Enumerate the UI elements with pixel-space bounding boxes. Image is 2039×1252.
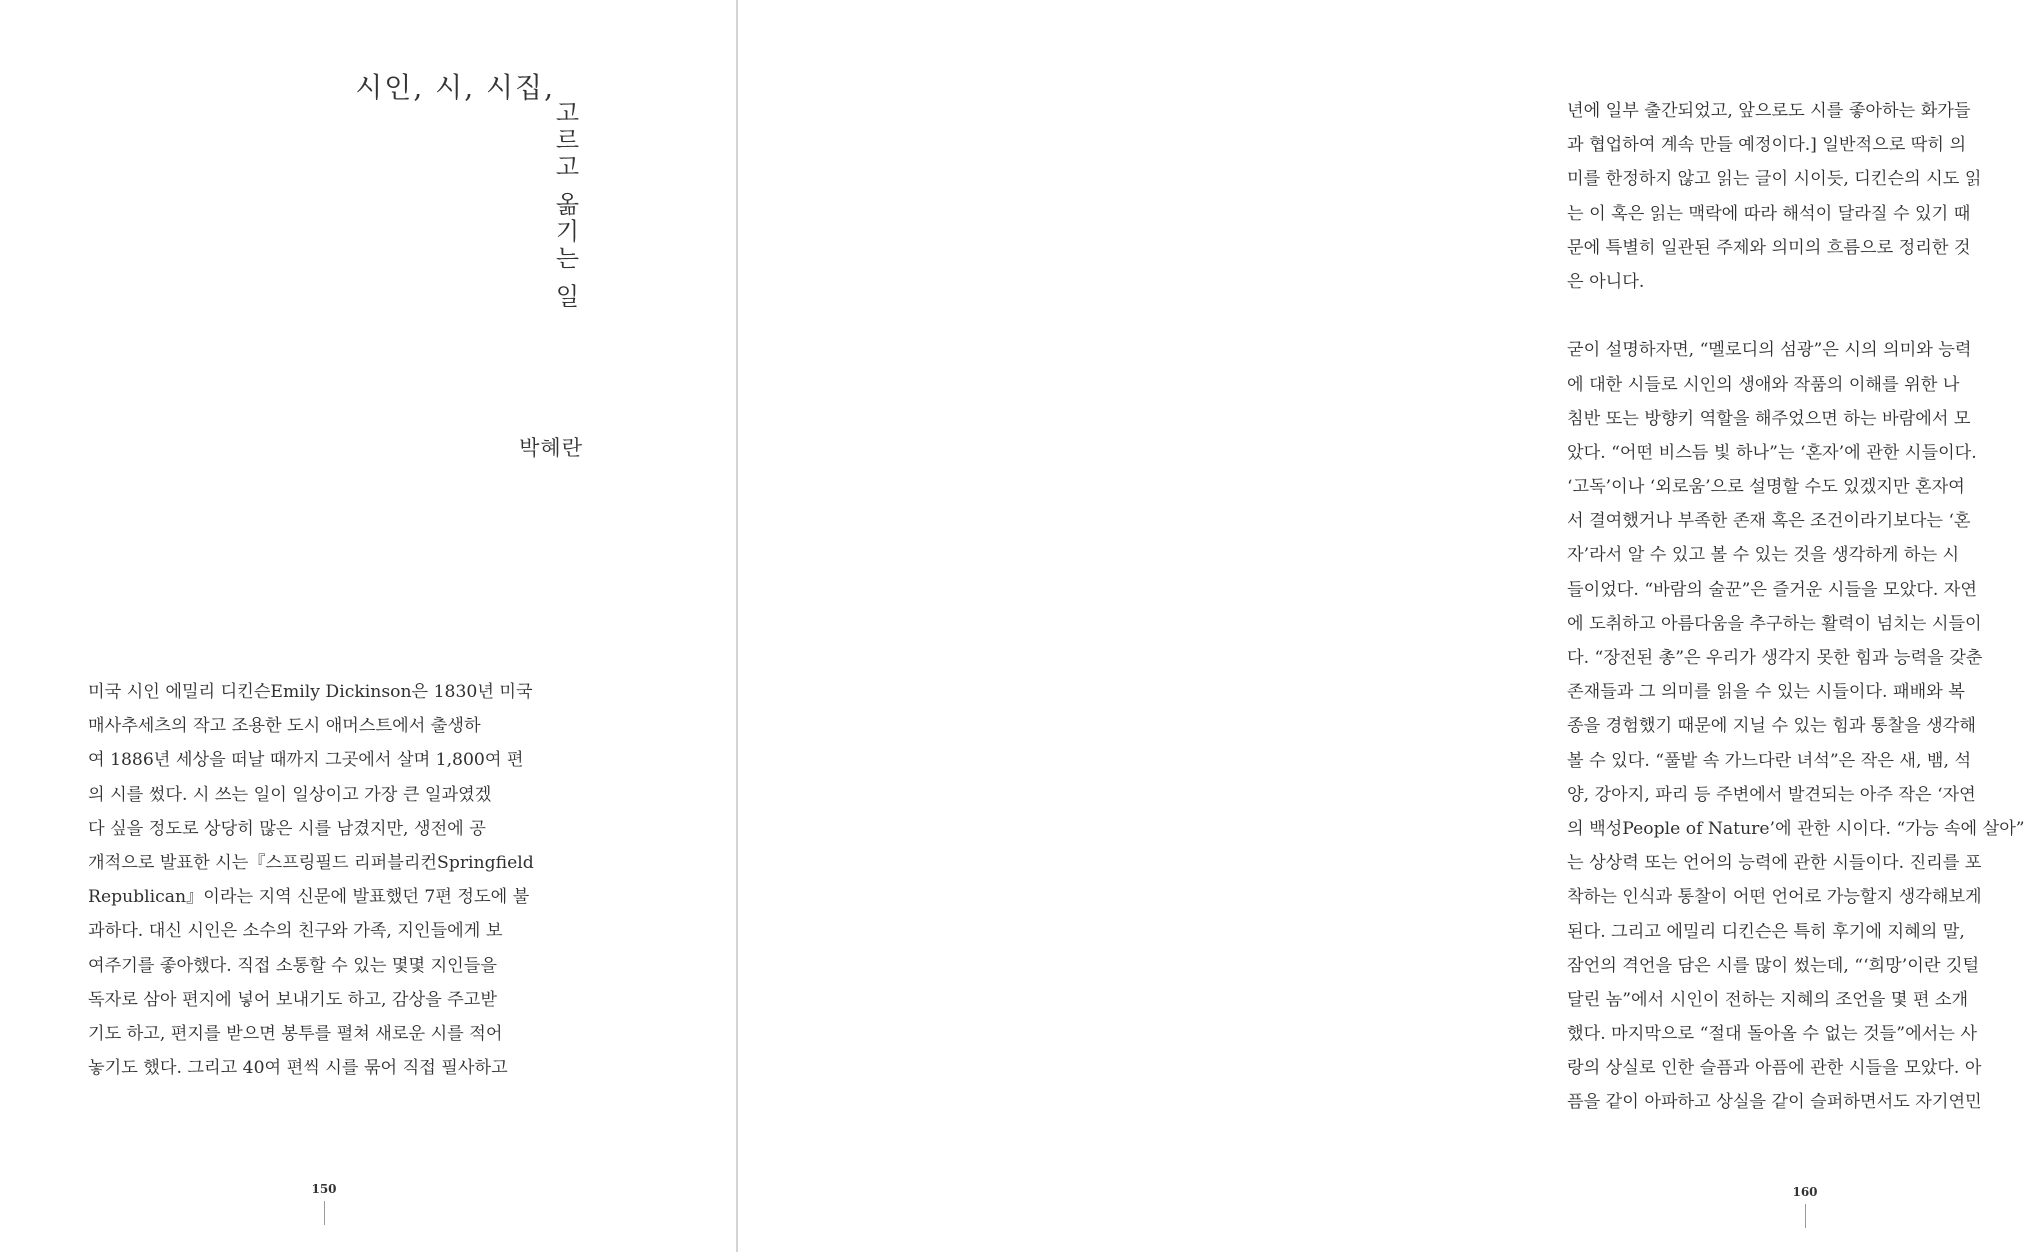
text-line: 았다. “어떤 비스듬 빛 하나”는 ‘혼자’에 관한 시들이다.	[1567, 442, 1977, 463]
text-line: 침반 또는 방향키 역할을 해주었으면 하는 바람에서 모	[1567, 408, 1971, 429]
text-line: 기도 하고, 편지를 받으면 봉투를 펼쳐 새로운 시를 적어	[88, 1023, 503, 1044]
text-line: 년에 일부 출간되었고, 앞으로도 시를 좋아하는 화가들	[1567, 101, 1971, 121]
text-line: 여 1886년 세상을 떠날 때까지 그곳에서 살며 1,800여 편	[88, 750, 524, 771]
text-line: 독자로 삼아 편지에 넣어 보내기도 하고, 감상을 주고받	[88, 989, 497, 1010]
text-line: 양, 강아지, 파리 등 주변에서 발견되는 아주 작은 ‘자연	[1567, 784, 1976, 805]
text-line: 과 협업하여 계속 만들 예정이다.] 일반적으로 딱히 의	[1567, 135, 1967, 156]
text-line: 는 이 혹은 읽는 맥락에 따라 해석이 달라질 수 있기 때	[1567, 203, 1971, 224]
text-line: 서 결여했거나 부족한 존재 혹은 조건이라기보다는 ‘혼	[1567, 511, 1971, 532]
folio-rule	[324, 1201, 325, 1225]
text-line: 랑의 상실로 인한 슬픔과 아픔에 관한 시들을 모았다. 아	[1567, 1058, 1982, 1079]
text-line: 미를 한정하지 않고 읽는 글이 시이듯, 디킨슨의 시도 읽	[1567, 169, 1982, 190]
text-line: 매사추세츠의 작고 조용한 도시 애머스트에서 출생하	[88, 716, 481, 737]
essay-title: 시인, 시, 시집,	[355, 71, 555, 104]
page-number-left	[294, 1181, 354, 1225]
text-line: 된다. 그리고 에밀리 디킨슨은 특히 후기에 지혜의 말,	[1567, 921, 1965, 942]
page-number: 150	[311, 1182, 337, 1196]
text-line: 미국 시인 에밀리 디킨슨Emily Dickinson은 1830년 미국	[88, 682, 533, 702]
text-line: 여주기를 좋아했다. 직접 소통할 수 있는 몇몇 지인들을	[88, 955, 497, 976]
text-line: 에 도취하고 아름다움을 추구하는 활력이 넘치는 시들이	[1567, 613, 1982, 634]
page-number-right	[1775, 1184, 1835, 1228]
text-line: 했다. 마지막으로 “절대 돌아올 수 없는 것들”에서는 사	[1567, 1024, 1977, 1045]
text-line: 의 시를 썼다. 시 쓰는 일이 일상이고 가장 큰 일과였겠	[88, 784, 492, 805]
text-line: 개적으로 발표한 시는『스프링필드 리퍼블리컨Springfield	[88, 852, 534, 873]
text-line: 들이었다. “바람의 술꾼”은 즐거운 시들을 모았다. 자연	[1567, 579, 1977, 600]
essay-subtitle-vertical: 고르고 옮기는 일	[551, 100, 579, 311]
text-line: 의 백성People of Nature’에 관한 시이다. “가능 속에 살아”	[1567, 818, 2025, 839]
text-line: 볼 수 있다. “풀밭 속 가느다란 녀석”은 작은 새, 뱀, 석	[1567, 750, 1972, 771]
text-line: 착하는 인식과 통찰이 어떤 언어로 가능할지 생각해보게	[1567, 887, 1982, 908]
text-line: 자’라서 알 수 있고 볼 수 있는 것을 생각하게 하는 시	[1567, 545, 1960, 566]
text-line: 잠언의 격언을 담은 시를 많이 썼는데, “‘희망’이란 깃털	[1567, 955, 1980, 976]
right-page	[739, 0, 2025, 1252]
page-number: 160	[1792, 1185, 1818, 1199]
text-line: 달린 놈”에서 시인이 전하는 지혜의 조언을 몇 편 소개	[1567, 989, 1969, 1010]
text-line: 존재들과 그 의미를 읽을 수 있는 시들이다. 패배와 복	[1567, 682, 1965, 703]
text-line: 다. “장전된 총”은 우리가 생각지 못한 힘과 능력을 갖춘	[1567, 648, 1983, 668]
text-line: 문에 특별히 일관된 주제와 의미의 흐름으로 정리한 것	[1567, 237, 1971, 258]
text-line: Republican』이라는 지역 신문에 발표했던 7편 정도에 불	[88, 887, 530, 908]
text-line: 놓기도 했다. 그리고 40여 편씩 시를 묶어 직접 필사하고	[88, 1058, 508, 1079]
left-page	[0, 0, 737, 1252]
text-line: 종을 경험했기 때문에 지닐 수 있는 힘과 통찰을 생각해	[1567, 716, 1976, 737]
text-line: 에 대한 시들로 시인의 생애와 작품의 이해를 위한 나	[1567, 374, 1960, 395]
left-body-text	[88, 675, 558, 1085]
text-line: 는 상상력 또는 언어의 능력에 관한 시들이다. 진리를 포	[1567, 853, 1982, 874]
text-line: ‘고독’이나 ‘외로움’으로 설명할 수도 있겠지만 혼자여	[1567, 477, 1965, 498]
text-line: 굳이 설명하자면, “멜로디의 섬광”은 시의 의미와 능력	[1567, 340, 1972, 361]
book-gutter	[736, 0, 738, 1252]
text-line: 은 아니다.	[1567, 271, 1645, 292]
right-body-text	[1567, 94, 2039, 1120]
paragraph-break	[1567, 299, 2039, 333]
folio-rule	[1805, 1204, 1806, 1228]
text-line: 과하다. 대신 시인은 소수의 친구와 가족, 지인들에게 보	[88, 921, 503, 942]
text-line: 다 싶을 정도로 상당히 많은 시를 남겼지만, 생전에 공	[88, 818, 486, 839]
text-line: 픔을 같이 아파하고 상실을 같이 슬퍼하면서도 자기연민	[1567, 1092, 1982, 1113]
author-name: 박혜란	[519, 436, 583, 460]
